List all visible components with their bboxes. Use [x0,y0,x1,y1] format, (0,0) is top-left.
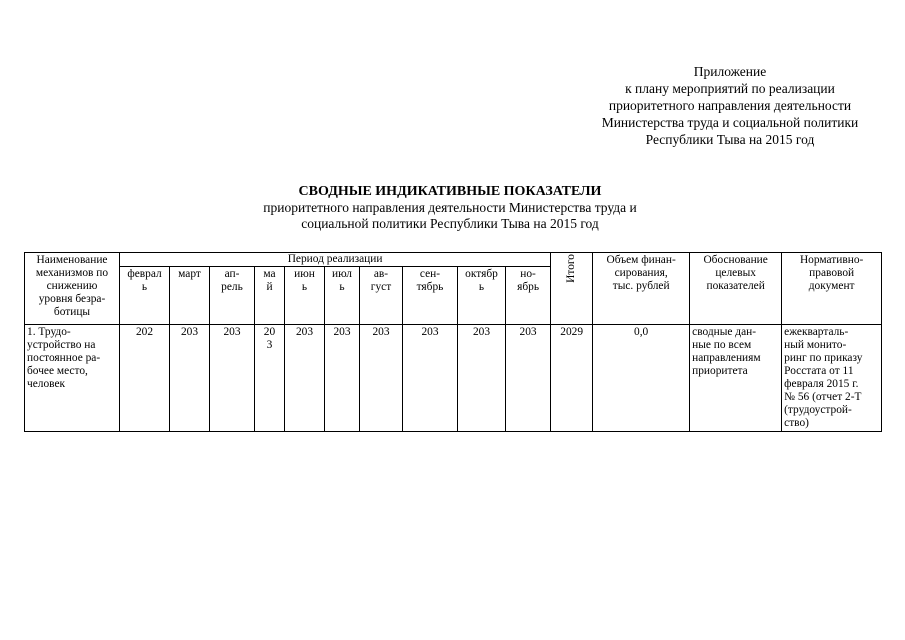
cell-text-line: ство) [784,417,809,429]
page-title: СВОДНЫЕ ИНДИКАТИВНЫЕ ПОКАЗАТЕЛИ [298,184,602,199]
header-month-june [285,267,325,325]
cell-text-line: приоритета [692,365,748,377]
header-month-march [170,267,210,325]
row-normative-cell [782,325,882,432]
header-text-line: рель [221,281,243,293]
cell-text-line: ный монито- [784,339,847,351]
header-text-line: Нормативно- [799,254,864,266]
row-volume-value: 0,0 [593,325,690,432]
document-title [150,184,750,232]
header-text-line: феврал [127,268,162,280]
cell-text-line: ежекварталь- [784,326,849,338]
header-text-line: уровня безра- [38,293,106,305]
header-month-may [255,267,285,325]
row-name-cell [25,325,120,432]
row-month-value: 203 [170,325,210,432]
header-month-july [325,267,360,325]
header-text-line: ь [339,281,345,293]
cell-text-line: устройство на [27,339,96,351]
header-volume [593,253,690,325]
header-month-september [403,267,458,325]
header-text-line: ь [478,281,485,293]
header-name [25,253,120,325]
appendix-line: Республики Тыва на 2015 год [645,132,815,147]
header-text-line: ябрь [517,281,540,293]
appendix-line: приоритетного направления деятельности [608,98,852,113]
header-text-line: сирования, [614,267,668,279]
cell-text-line: сводные дан- [692,326,757,338]
header-text-line: целевых [715,267,756,279]
cell-text-line: февраля 2015 г. [784,378,859,390]
header-text-line: ботицы [53,306,91,318]
header-text-line: ма [263,268,276,280]
header-justification [690,253,782,325]
header-text-line: правовой [809,267,855,279]
appendix-line: к плану мероприятий по реализации [625,81,835,96]
header-text-line: сен- [419,268,441,280]
header-text-line: ап- [224,268,240,280]
header-text-line: механизмов по [35,267,109,279]
header-text-line: ь [301,281,308,293]
header-text-line: ь [141,281,148,293]
header-text-line: густ [370,281,392,293]
header-text-line: но- [520,268,536,280]
cell-text-line: человек [27,378,66,390]
header-total [551,253,593,325]
appendix-line: Министерства труда и социальной политики [601,115,859,130]
cell-text-line: (трудоустрой- [784,404,852,416]
indicators-table [24,252,882,432]
header-text-line: Наименование [36,254,108,266]
row-month-value: 203 [458,325,506,432]
row-total-value: 2029 [551,325,593,432]
table-row [25,325,882,432]
header-text-line: март [178,268,201,280]
page-subtitle-line: социальной политики Республики Тыва на 2015 год [301,216,599,231]
header-month-april [210,267,255,325]
row-month-value: 203 [403,325,458,432]
header-text-line: тябрь [416,281,444,293]
cell-text-line: № 56 (отчет 2-Т [784,391,862,403]
header-text-line: октябр [465,268,498,280]
header-text-line: тыс. рублей [612,280,670,292]
header-month-november [506,267,551,325]
row-month-value: 203 [210,325,255,432]
header-text-line: й [266,281,273,293]
row-month-value: 202 [120,325,170,432]
header-text-line: Обоснование [703,254,768,266]
row-month-value: 203 [506,325,551,432]
header-text-line: документ [808,280,855,292]
cell-text-line: Росстата от 11 [784,365,854,377]
appendix-note [560,63,900,148]
row-month-value: 203 [285,325,325,432]
header-month-october [458,267,506,325]
header-period: Период реализации [120,253,551,267]
header-month-february [120,267,170,325]
cell-text-line: бочее место, [27,365,88,377]
appendix-line: Приложение [693,64,767,79]
header-normative [782,253,882,325]
header-text-line: ав- [373,268,389,280]
header-text-line: показателей [706,280,765,292]
cell-text-line: направлениям [692,352,761,364]
row-justification-cell [690,325,782,432]
page-subtitle-line: приоритетного направления деятельности Министерства труда и [263,200,637,215]
header-month-august [360,267,403,325]
header-text-line: июл [331,268,352,280]
cell-text-line: ные по всем [692,339,752,351]
header-text-line: снижению [46,280,98,292]
cell-text-line: ринг по приказу [784,352,863,364]
cell-text-line: 1. Трудо- [27,326,71,338]
header-text-line: июн [294,268,315,280]
row-month-value: 203 [360,325,403,432]
header-total-text: Итого [565,254,578,283]
cell-text-line: 20 [263,326,276,338]
cell-text-line: постоянное ра- [27,352,101,364]
header-row-top [25,253,882,267]
header-text-line: Объем финан- [606,254,676,266]
row-month-value: 203 [325,325,360,432]
row-month-value [255,325,285,432]
cell-text-line: 3 [266,339,273,351]
